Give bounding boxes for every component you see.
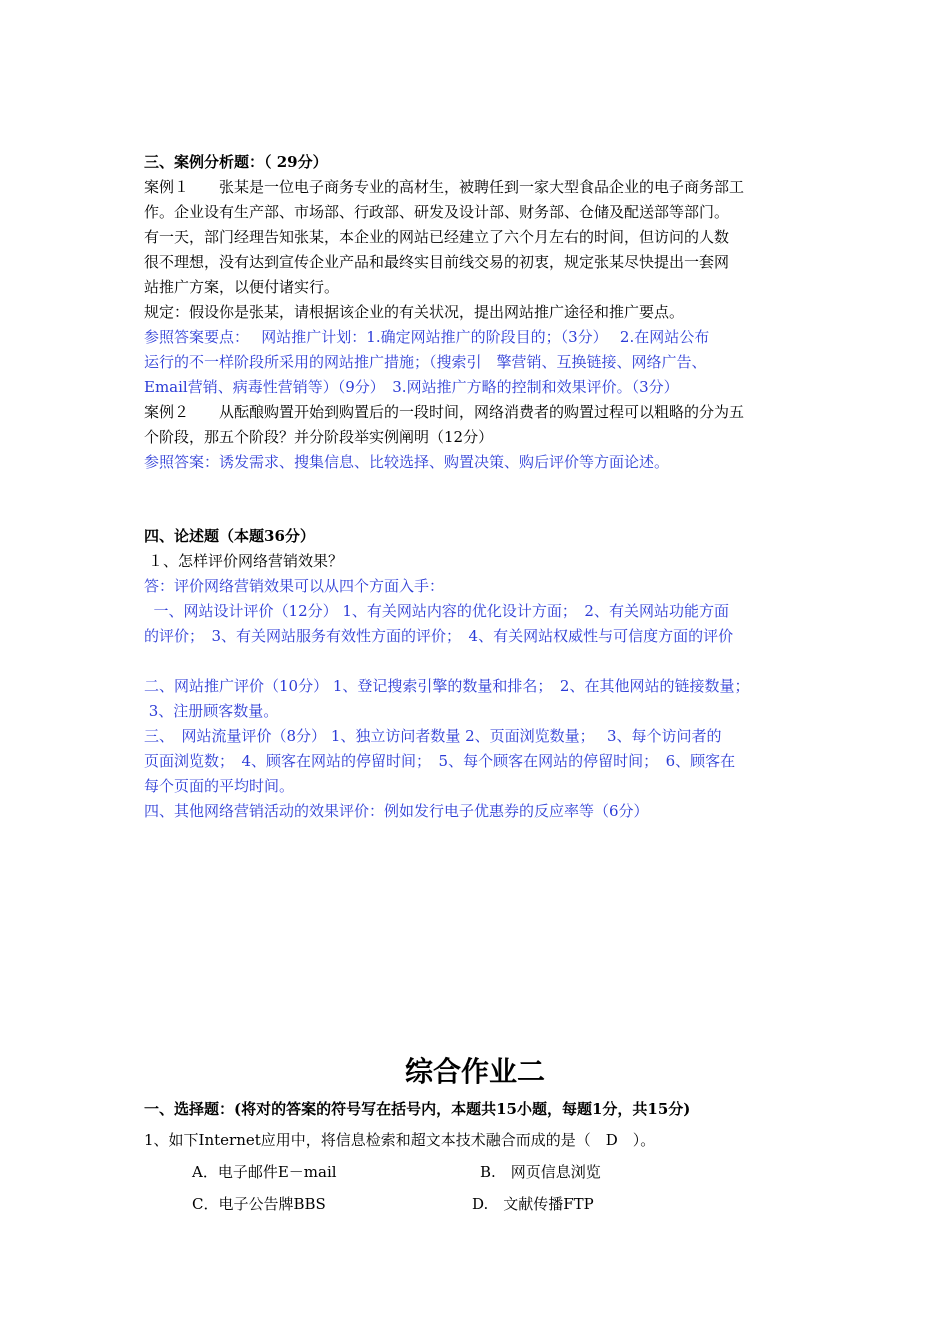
question-1: 1、如下Internet应用中，将信息检索和超文本技术融合而成的是（ D ）。 [144, 1131, 656, 1149]
section4-answer-line: 页面浏览数； 4、顾客在网站的停留时间； 5、每个顾客在网站的停留时间； 6、顾客在 [144, 752, 736, 770]
case1-line: 有一天，部门经理告知张某，本企业的网站已经建立了六个月左右的时间，但访问的人数 [144, 228, 730, 246]
section4-answer-line: 每个页面的平均时间。 [144, 777, 295, 795]
option-c: C．电子公告牌BBS [192, 1195, 326, 1213]
section4-answer-line: 四、其他网络营销活动的效果评价：例如发行电子优惠券的反应率等（6分） [144, 802, 649, 820]
section4-answer-line: 二、网站推广评价（10分） 1、登记搜索引擎的数量和排名； 2、在其他网站的链接数量； [144, 677, 750, 695]
section4-answer-line: 答：评价网络营销效果可以从四个方面入手： [144, 577, 445, 595]
option-b: B. 网页信息浏览 [480, 1163, 601, 1181]
case1-requirement: 规定：假设你是张某，请根据该企业的有关状况，提出网站推广途径和推广要点。 [144, 303, 685, 321]
case1-line: 作。企业设有生产部、市场部、行政部、研发及设计部、财务部、仓储及配送部等部门。 [144, 203, 730, 221]
option-d: D. 文献传播FTP [472, 1195, 594, 1213]
section4-answer-line: 的评价； 3、有关网站服务有效性方面的评价； 4、有关网站权威性与可信度方面的评价 [144, 627, 734, 645]
case2-line: 个阶段，那五个阶段？并分阶段举实例阐明（12分） [144, 428, 494, 446]
answer1-line: 参照答案要点： 网站推广计划：1.确定网站推广的阶段目的；（3分） 2.在网站公布 [144, 328, 710, 346]
case1-line: 站推广方案，以便付诸实行。 [144, 278, 340, 296]
case2-line: 案例２ 从酝酿购置开始到购置后的一段时间，网络消费者的购置过程可以粗略的分为五 [144, 403, 745, 421]
case1-line: 案例１ 张某是一位电子商务专业的高材生，被聘任到一家大型食品企业的电子商务部工 [144, 178, 745, 196]
choice-section-heading: 一、选择题：(将对的答案的符号写在括号内，本题共15小题，每题1分，共15分) [144, 1100, 691, 1118]
section4-answer-line: 三、 网站流量评价（8分） 1、独立访问者数量 2、页面浏览数量； 3、每个访问者的 [144, 727, 722, 745]
section4-heading: 四、论述题（本题36分） [144, 527, 315, 545]
section4-answer-line: 一、网站设计评价（12分） 1、有关网站内容的优化设计方面； 2、有关网站功能方面 [144, 602, 729, 620]
answer1-line: Email营销、病毒性营销等）（9分） 3.网站推广方略的控制和效果评价。（3分） [144, 378, 679, 396]
option-a: A．电子邮件E－mail [192, 1163, 337, 1181]
section4-question: １、怎样评价网络营销效果？ [148, 552, 344, 570]
section4-answer-line: 3、注册顾客数量。 [144, 702, 279, 720]
section3-heading: 三、案例分析题：（ 29分） [144, 153, 328, 171]
answer1-line: 运行的不一样阶段所采用的网站推广措施；（搜索引 擎营销、互换链接、网络广告、 [144, 353, 707, 371]
answer2-line: 参照答案：诱发需求、搜集信息、比较选择、购置决策、购后评价等方面论述。 [144, 453, 670, 471]
homework-title: 综合作业二 [404, 1055, 545, 1088]
case1-line: 很不理想，没有达到宣传企业产品和最终实目前线交易的初衷，规定张某尽快提出一套网 [144, 253, 730, 271]
